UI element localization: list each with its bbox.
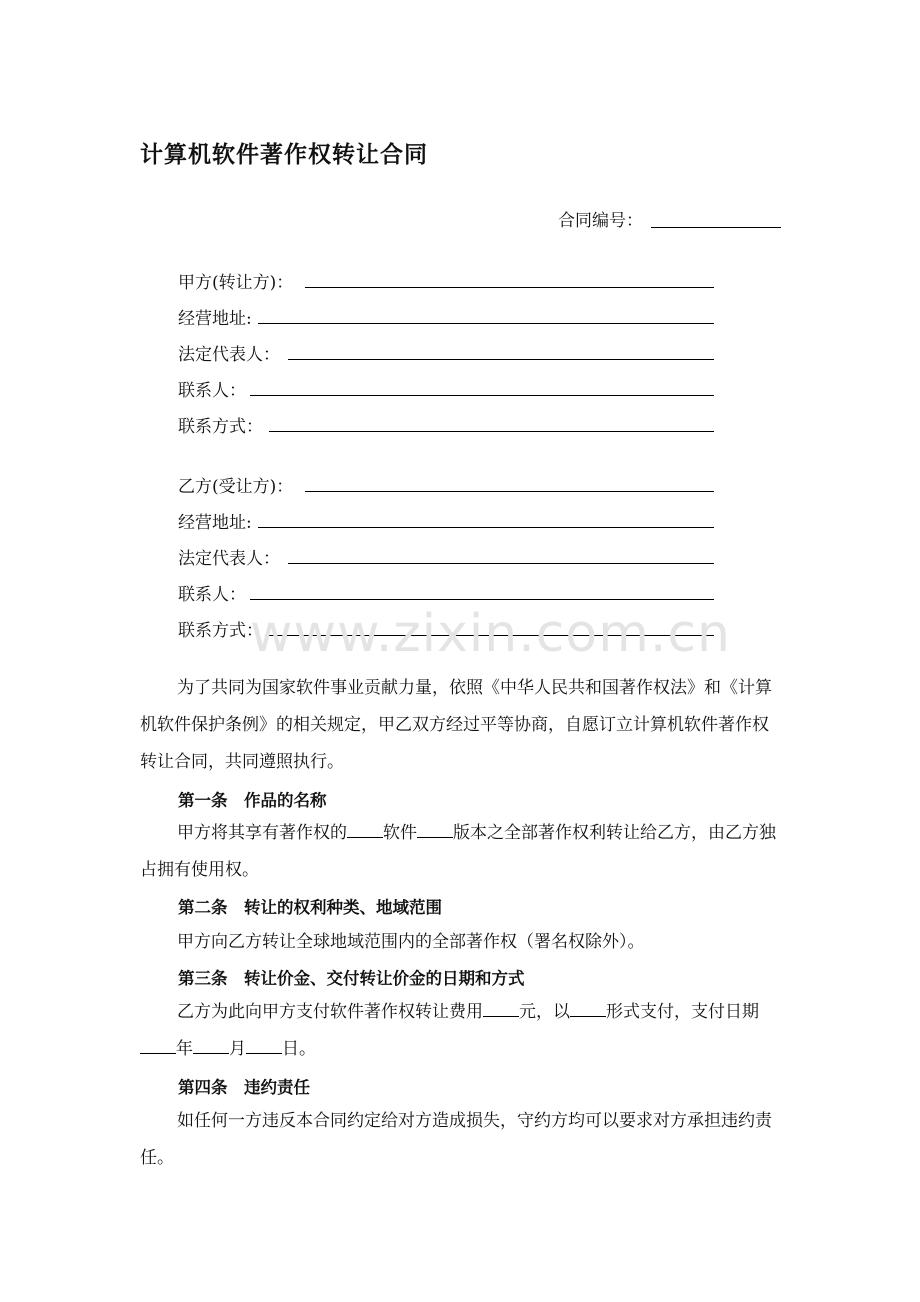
article-4-body: 如任何一方违反本合同约定给对方造成损失，守约方均可以要求对方承担违约责任。 [140,1111,772,1168]
article-2-body: 甲方向乙方转让全球地域范围内的全部著作权（署名权除外）。 [177,932,645,952]
party-a-contact-method-field[interactable] [269,431,714,432]
party-a-legal-rep-field[interactable] [288,359,714,360]
party-b-name-field[interactable] [305,491,714,492]
article-1-body: 甲方将其享有著作权的 软件 版本之全部著作权利转让给乙方，由乙方独占拥有使用权。 [140,815,782,889]
watermark: www.zixin.com.cn [250,604,731,664]
preamble-paragraph: 为了共同为国家软件事业贡献力量，依照《中华人民共和国著作权法》和《计算机软件保护条例》的相关规定，甲乙双方经过平等协商，自愿订立计算机软件著作权转让合同，共同遵照执行。 [140,678,772,772]
party-b-address-field[interactable] [258,527,714,528]
article-1-heading: 第一条 作品的名称 [178,791,327,810]
party-b-name-label: 乙方(受让方)： [178,477,294,497]
party-a-legal-rep-label: 法定代表人： [178,345,280,365]
software-name-blank[interactable] [347,820,383,838]
party-b-legal-rep-label: 法定代表人： [178,549,280,569]
party-a-contact-method-label: 联系方式： [178,417,263,437]
fee-amount-blank[interactable] [483,999,519,1017]
party-b-legal-rep-field[interactable] [288,563,714,564]
party-a-contact-label: 联系人： [178,381,246,401]
payment-year-blank[interactable] [140,1036,176,1054]
article-3-heading: 第三条 转让价金、交付转让价金的日期和方式 [178,969,525,988]
party-a-address-field[interactable] [258,323,714,324]
party-a-name-label: 甲方(转让方)： [178,273,294,293]
article-4-heading: 第四条 违约责任 [178,1078,310,1097]
party-b-contact-method-label: 联系方式： [178,621,263,641]
payment-month-blank[interactable] [193,1036,229,1054]
party-b-contact-field[interactable] [250,599,714,600]
party-a-name-field[interactable] [305,287,714,288]
article-2-heading: 第二条 转让的权利种类、地域范围 [178,898,442,917]
party-a-contact-field[interactable] [250,395,714,396]
version-blank[interactable] [417,820,453,838]
party-b-contact-label: 联系人： [178,585,246,605]
document-title: 计算机软件著作权转让合同 [140,142,428,168]
contract-number-label: 合同编号： [558,211,643,231]
article-3-body: 乙方为此向甲方支付软件著作权转让费用 元，以 形式支付，支付日期年 月 日。 [140,994,782,1068]
party-b-address-label: 经营地址: [178,513,252,533]
payment-day-blank[interactable] [246,1036,282,1054]
contract-number-field[interactable] [651,227,781,228]
payment-form-blank[interactable] [570,999,606,1017]
party-a-address-label: 经营地址: [178,309,252,329]
